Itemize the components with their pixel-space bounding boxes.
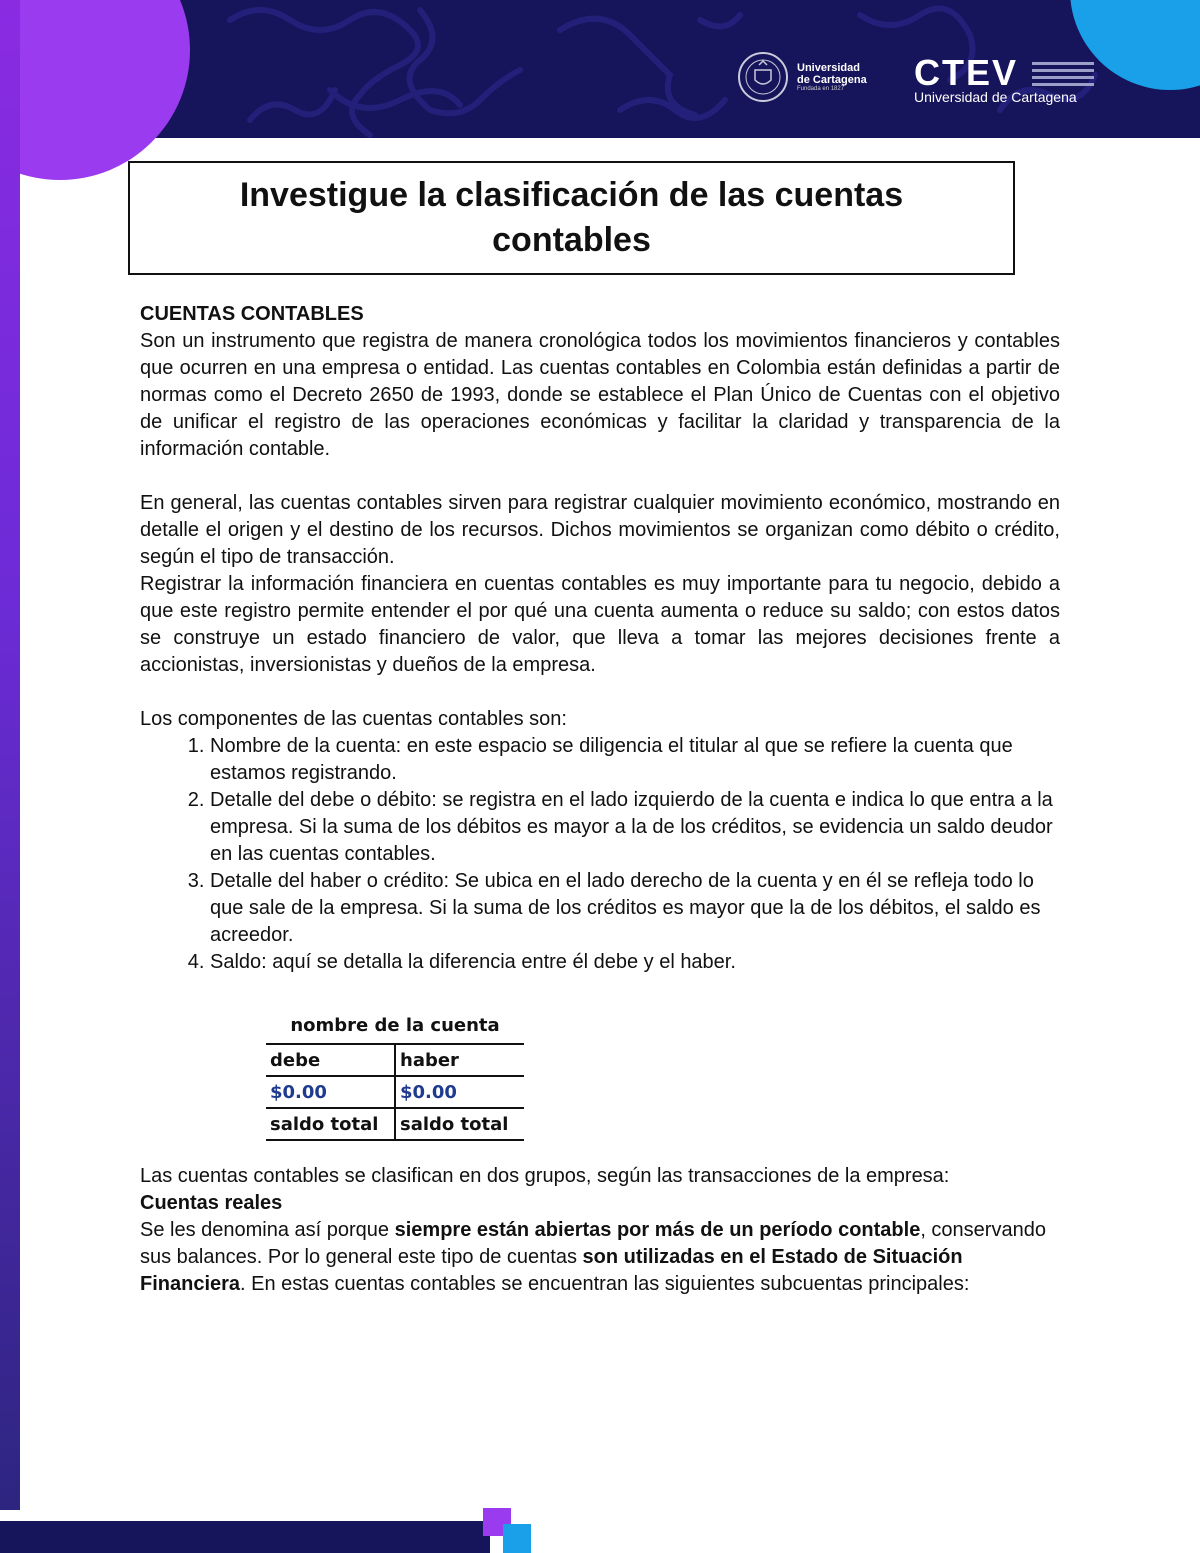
table-cell-debe-value: $0.00	[266, 1076, 395, 1108]
list-item: 1. Nombre de la cuenta: en este espacio se diligencia el titular al que se refiere la cuenta que estamos registrando.	[210, 733, 1060, 787]
table-cell-haber-value: $0.00	[395, 1076, 524, 1108]
footer-bar	[0, 1521, 490, 1553]
paragraph-importance: Registrar la información financiera en cuentas contables es muy importante para tu negocio, debido a que este registro permite entender el por qué una cuenta aumenta o reduce su saldo; con estos datos se construye un estado financiero de valor, que lleva a tomar las mejores decisiones frente a accionistas, inversionistas y dueños de la empresa.	[140, 573, 1060, 676]
footer-square-blue	[503, 1524, 531, 1553]
corner-decoration-purple	[0, 0, 190, 180]
document-body	[140, 301, 1060, 1298]
paragraph-cuentas-reales: Se les denomina así porque siempre están abiertas por más de un período contable, conservando sus balances. Por lo general este tipo de cuentas son utilizadas en el Estado de Situación Financiera. En estas cuentas contables se encuentran las siguientes subcuentas principales:	[140, 1219, 1046, 1295]
left-accent-bar	[0, 0, 20, 1510]
classification-intro: Las cuentas contables se clasifican en dos grupos, según las transacciones de la empresa:	[140, 1165, 950, 1187]
table-row	[266, 1076, 524, 1108]
page-title: Investigue la clasificación de las cuentas contables	[239, 176, 904, 259]
table-cell-debe-total: saldo total	[266, 1108, 395, 1140]
section-heading-cuentas-reales: Cuentas reales	[140, 1192, 283, 1214]
table-cell-haber: haber	[395, 1044, 524, 1076]
list-item: 3. Detalle del haber o crédito: Se ubica en el lado derecho de la cuenta y en él se refleja todo lo que sale de la empresa. Si la suma de los créditos es mayor que la de los débitos, el saldo es acreedor.	[210, 868, 1060, 949]
table-cell-haber-total: saldo total	[395, 1108, 524, 1140]
table-cell-debe: debe	[266, 1044, 395, 1076]
title-box	[128, 161, 1015, 275]
paragraph-definition: Son un instrumento que registra de manera cronológica todos los movimientos financieros y contables que ocurren en una empresa o entidad. Las cuentas contables en Colombia están definidas a partir de normas como el Decreto 2650 de 1993, donde se establece el Plan Único de Cuentas con el objetivo de unificar el registro de las operaciones económicas y facilitar la claridad y transparencia de la información contable.	[140, 330, 1060, 460]
university-crest-icon	[735, 50, 791, 104]
components-list	[140, 733, 1060, 976]
list-item: 4. Saldo: aquí se detalla la diferencia entre él debe y el haber.	[210, 949, 1060, 976]
table-row	[266, 1044, 524, 1076]
components-intro: Los componentes de las cuentas contables son:	[140, 708, 567, 730]
table-row	[266, 1108, 524, 1140]
table-caption: nombre de la cuenta	[290, 1015, 500, 1036]
t-account-table	[266, 1012, 524, 1141]
university-name: Universidad de Cartagena	[797, 62, 867, 86]
section-heading-cuentas-contables: CUENTAS CONTABLES	[140, 303, 364, 325]
ctev-title: CTEV	[914, 52, 1019, 93]
list-item: 2. Detalle del debe o débito: se registra en el lado izquierdo de la cuenta e indica lo que entra a la empresa. Si la suma de los débitos es mayor a la de los créditos, se evidencia un saldo deudor en las cuentas contables.	[210, 787, 1060, 868]
ctev-subtitle: Universidad de Cartagena	[914, 89, 1077, 105]
paragraph-general: En general, las cuentas contables sirven para registrar cualquier movimiento económico, mostrando en detalle el origen y el destino de los recursos. Dichos movimientos se organizan como débito o crédito, según el tipo de transacción.	[140, 492, 1060, 568]
university-logo	[735, 50, 867, 104]
university-tagline: Fundada en 1827	[797, 86, 845, 92]
ctev-side-lines	[1032, 62, 1094, 90]
